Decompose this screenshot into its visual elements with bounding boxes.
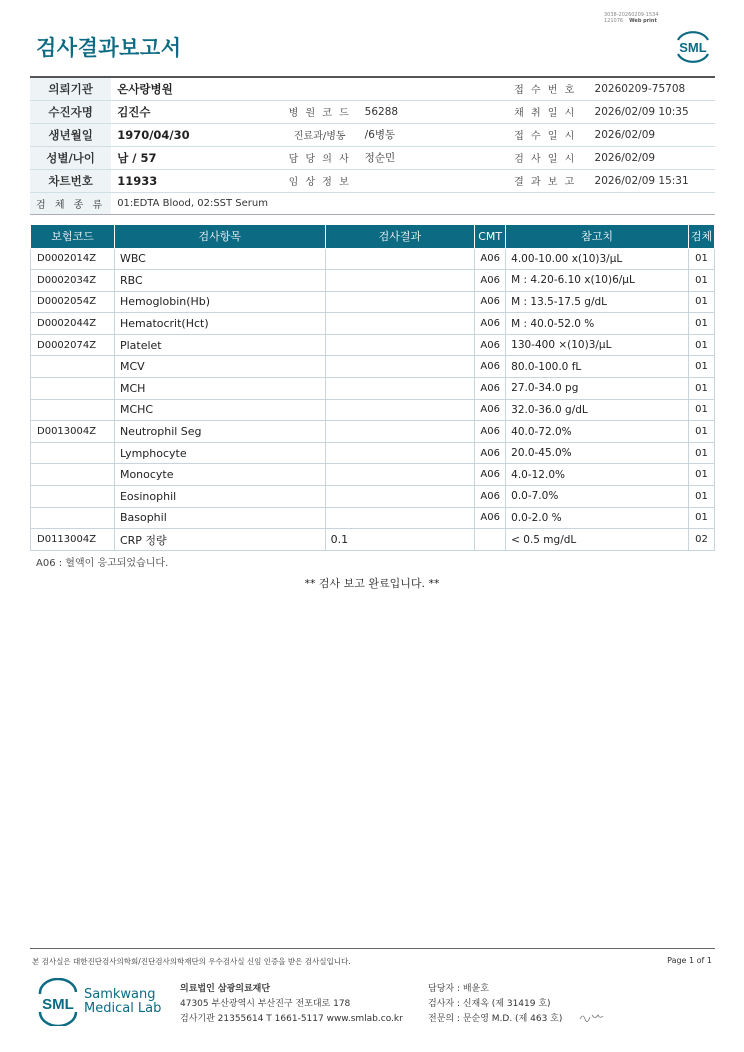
info-value: 1970/04/30: [111, 123, 281, 146]
insurance-code: D0002014Z: [31, 248, 115, 270]
test-result: [325, 421, 475, 443]
specimen: 01: [688, 378, 714, 400]
insurance-code: D0002044Z: [31, 313, 115, 335]
test-item: MCV: [114, 356, 325, 378]
test-item: Neutrophil Seg: [114, 421, 325, 443]
result-row: [31, 248, 715, 270]
specimen: 01: [688, 270, 714, 292]
print-code-2: 121076: [604, 18, 624, 24]
test-item: Hematocrit(Hct): [114, 313, 325, 335]
reference-range: 4.00-10.00 x(10)3/μL: [506, 248, 689, 270]
insurance-code: [31, 356, 115, 378]
sml-logo-icon: [672, 26, 714, 64]
insurance-code: D0113004Z: [31, 529, 115, 551]
info-value: 01:EDTA Blood, 02:SST Serum: [111, 192, 715, 214]
cmt-code: [475, 529, 506, 551]
org-info: [180, 982, 403, 1027]
cmt-code: A06: [475, 334, 506, 356]
info-row: [30, 123, 715, 146]
specimen: 01: [688, 248, 714, 270]
info-row: [30, 146, 715, 169]
insurance-code: D0013004Z: [31, 421, 115, 443]
info-value: 김진수: [111, 100, 281, 123]
info-value: 2026/02/09 15:31: [589, 169, 715, 192]
insurance-code: [31, 486, 115, 508]
test-result: [325, 313, 475, 335]
col-header: 참고치: [506, 225, 689, 248]
reference-range: M : 40.0-52.0 %: [506, 313, 689, 335]
result-row: [31, 529, 715, 551]
result-row: [31, 399, 715, 421]
logo-top-text: SML: [679, 40, 707, 55]
col-header: 검사결과: [325, 225, 475, 248]
insurance-code: D0002054Z: [31, 291, 115, 313]
test-item: Lymphocyte: [114, 442, 325, 464]
test-result: [325, 464, 475, 486]
result-row: [31, 507, 715, 529]
cmt-code: A06: [475, 486, 506, 508]
result-row: [31, 313, 715, 335]
result-table: [30, 225, 715, 551]
info-value: 남 / 57: [111, 146, 281, 169]
sml-logo-icon: [36, 978, 80, 1026]
info-value: 2026/02/09 10:35: [589, 100, 715, 123]
reference-range: 20.0-45.0%: [506, 442, 689, 464]
cmt-code: A06: [475, 399, 506, 421]
certification-text: 본 검사실은 대한진단검사의학회/진단검사의학재단의 우수검사실 신임 인증을 받은 검사실입니다.: [32, 957, 351, 966]
info-value: 11933: [111, 169, 281, 192]
info-value: 2026/02/09: [589, 146, 715, 169]
cmt-code: A06: [475, 464, 506, 486]
page-number: Page 1 of 1: [667, 956, 712, 965]
staff-line: 검사자 : 신재옥 (제 31419 호): [428, 999, 551, 1009]
info-label: 차트번호: [30, 169, 111, 192]
specimen: 01: [688, 356, 714, 378]
specimen: 01: [688, 421, 714, 443]
test-result: [325, 248, 475, 270]
info-label: 접 수 번 호: [502, 77, 589, 100]
info-label: 임 상 정 보: [281, 169, 359, 192]
info-label: 채 취 일 시: [502, 100, 589, 123]
insurance-code: D0002034Z: [31, 270, 115, 292]
test-result: [325, 291, 475, 313]
print-info: [604, 12, 659, 24]
print-mode: Web print: [629, 18, 657, 24]
footer-divider: [30, 948, 715, 949]
result-header-row: [31, 225, 715, 248]
test-item: MCH: [114, 378, 325, 400]
result-row: [31, 356, 715, 378]
test-result: [325, 270, 475, 292]
cmt-code: A06: [475, 507, 506, 529]
signature-icon: [578, 1011, 606, 1023]
result-row: [31, 291, 715, 313]
specimen: 01: [688, 464, 714, 486]
test-result: [325, 378, 475, 400]
specimen: 01: [688, 399, 714, 421]
reference-range: 32.0-36.0 g/dL: [506, 399, 689, 421]
result-row: [31, 486, 715, 508]
test-item: Eosinophil: [114, 486, 325, 508]
info-value: 정순민: [359, 146, 502, 169]
col-header: CMT: [475, 225, 506, 248]
info-label: 병 원 코 드: [281, 100, 359, 123]
insurance-code: [31, 442, 115, 464]
reference-range: 4.0-12.0%: [506, 464, 689, 486]
cmt-code: A06: [475, 421, 506, 443]
test-item: WBC: [114, 248, 325, 270]
org-contact: 검사기관 21355614 T 1661-5117 www.smlab.co.kr: [180, 1014, 403, 1024]
info-row: [30, 192, 715, 214]
test-item: Hemoglobin(Hb): [114, 291, 325, 313]
reference-range: < 0.5 mg/dL: [506, 529, 689, 551]
test-result: [325, 486, 475, 508]
test-item: RBC: [114, 270, 325, 292]
info-label: 담 당 의 사: [281, 146, 359, 169]
insurance-code: [31, 507, 115, 529]
reference-range: 40.0-72.0%: [506, 421, 689, 443]
test-item: Platelet: [114, 334, 325, 356]
test-result: [325, 442, 475, 464]
insurance-code: [31, 399, 115, 421]
result-row: [31, 421, 715, 443]
info-row: [30, 100, 715, 123]
info-label: 접 수 일 시: [502, 123, 589, 146]
info-value: 2026/02/09: [589, 123, 715, 146]
specimen: 02: [688, 529, 714, 551]
result-row: [31, 442, 715, 464]
cmt-code: A06: [475, 291, 506, 313]
brand-line-2: Medical Lab: [84, 1001, 162, 1016]
col-header: 검사항목: [114, 225, 325, 248]
test-result: 0.1: [325, 529, 475, 551]
test-item: MCHC: [114, 399, 325, 421]
info-label: 생년월일: [30, 123, 111, 146]
info-label: 진료과/병동: [281, 123, 359, 146]
info-label: 의뢰기관: [30, 77, 111, 100]
org-address: 47305 부산광역시 부산진구 전포대로 178: [180, 999, 351, 1009]
specimen: 01: [688, 442, 714, 464]
print-code-1: 3038-20260209-1534: [604, 12, 659, 18]
reference-range: 130-400 ×(10)3/μL: [506, 334, 689, 356]
staff-line: 담당자 : 배윤호: [428, 984, 489, 994]
info-label: 수진자명: [30, 100, 111, 123]
logo-bottom-text: SML: [42, 996, 74, 1013]
result-row: [31, 334, 715, 356]
specimen: 01: [688, 507, 714, 529]
info-label: 결 과 보 고: [502, 169, 589, 192]
info-value: [359, 169, 502, 192]
cmt-code: A06: [475, 378, 506, 400]
reference-range: M : 4.20-6.10 x(10)6/μL: [506, 270, 689, 292]
info-row: [30, 77, 715, 100]
test-item: Basophil: [114, 507, 325, 529]
brand-line-1: Samkwang: [84, 987, 156, 1002]
info-value: 온사랑병원: [111, 77, 502, 100]
test-result: [325, 507, 475, 529]
completion-message: ** 검사 보고 완료입니다. **: [304, 577, 440, 590]
specimen: 01: [688, 486, 714, 508]
insurance-code: [31, 464, 115, 486]
cmt-code: A06: [475, 313, 506, 335]
cmt-code: A06: [475, 442, 506, 464]
reference-range: 0.0-7.0%: [506, 486, 689, 508]
patient-info-table: [30, 76, 715, 215]
info-value: 56288: [359, 100, 502, 123]
staff-info: [428, 982, 562, 1027]
insurance-code: [31, 378, 115, 400]
brand-name: [84, 988, 161, 1016]
test-result: [325, 399, 475, 421]
test-result: [325, 334, 475, 356]
org-name: 의료법인 삼광의료재단: [180, 984, 271, 994]
info-label: 검 사 일 시: [502, 146, 589, 169]
reference-range: M : 13.5-17.5 g/dL: [506, 291, 689, 313]
col-header: 검체: [688, 225, 714, 248]
specimen: 01: [688, 313, 714, 335]
result-row: [31, 378, 715, 400]
col-header: 보험코드: [31, 225, 115, 248]
cmt-code: A06: [475, 356, 506, 378]
result-row: [31, 270, 715, 292]
info-value: 20260209-75708: [589, 77, 715, 100]
reference-range: 0.0-2.0 %: [506, 507, 689, 529]
reference-range: 80.0-100.0 fL: [506, 356, 689, 378]
info-label: 검 체 종 류: [30, 192, 111, 214]
specimen: 01: [688, 291, 714, 313]
test-item: CRP 정량: [114, 529, 325, 551]
specimen: 01: [688, 334, 714, 356]
test-item: Monocyte: [114, 464, 325, 486]
cmt-note: A06 : 혈액이 응고되었습니다.: [36, 558, 169, 569]
reference-range: 27.0-34.0 pg: [506, 378, 689, 400]
info-value: /6병동: [359, 123, 502, 146]
result-row: [31, 464, 715, 486]
insurance-code: D0002074Z: [31, 334, 115, 356]
test-result: [325, 356, 475, 378]
cmt-code: A06: [475, 248, 506, 270]
info-row: [30, 169, 715, 192]
info-label: 성별/나이: [30, 146, 111, 169]
staff-line: 전문의 : 문순영 M.D. (제 463 호): [428, 1014, 563, 1024]
report-title: 검사결과보고서: [36, 36, 182, 60]
cmt-code: A06: [475, 270, 506, 292]
